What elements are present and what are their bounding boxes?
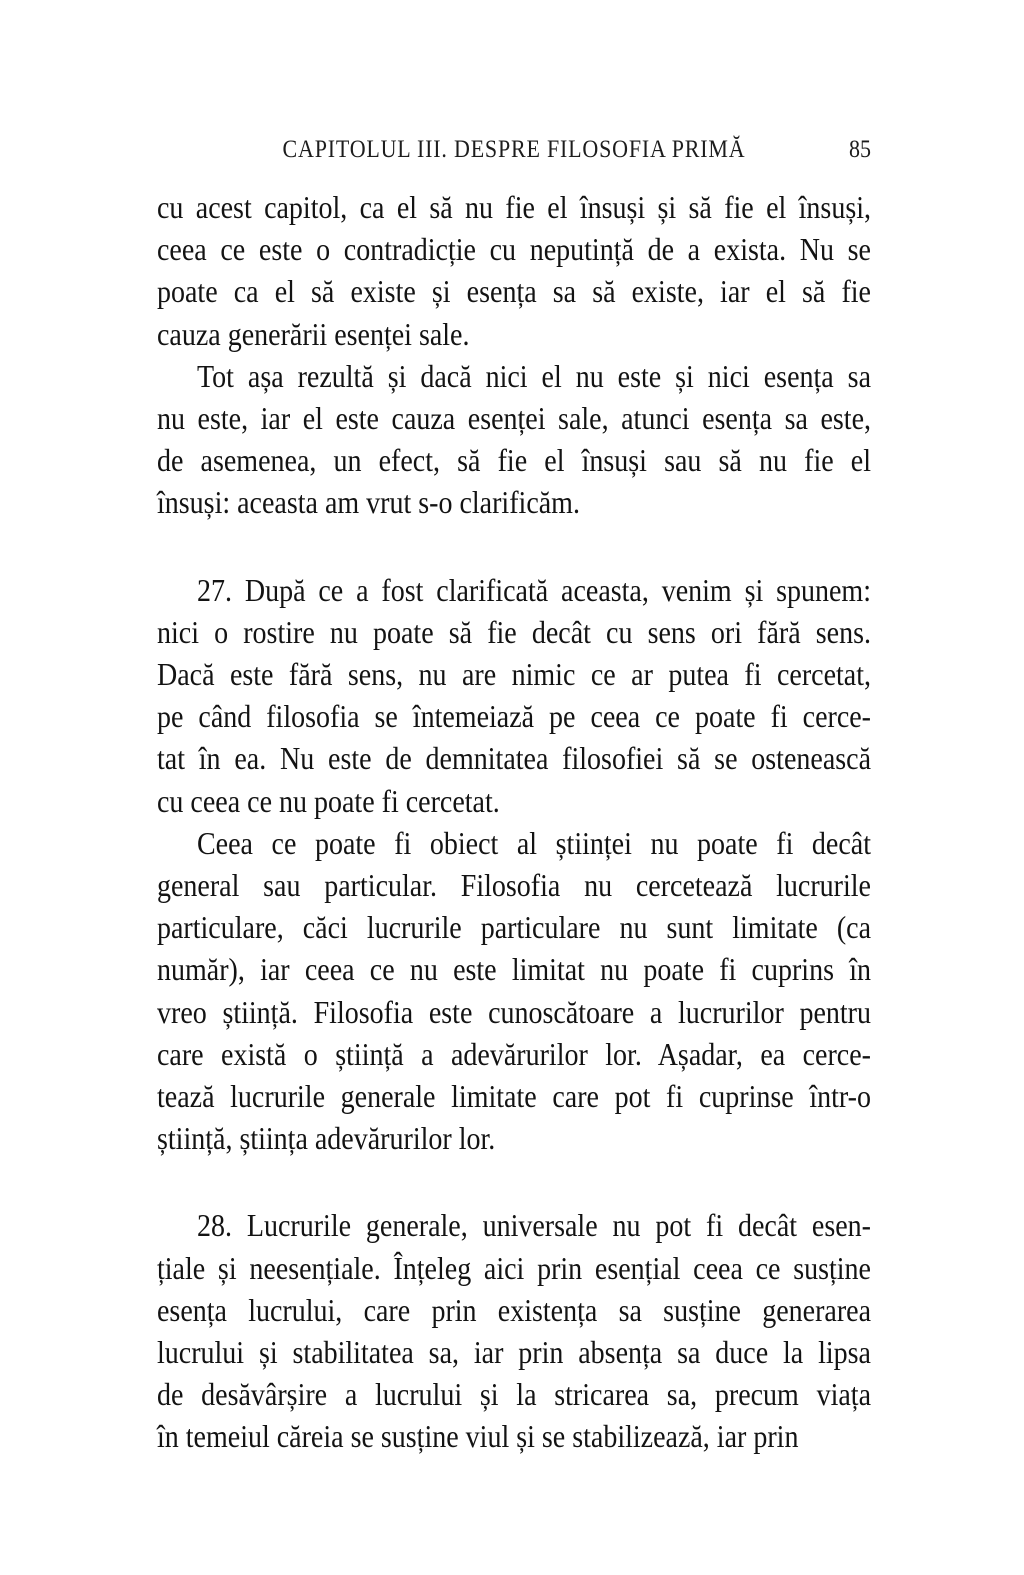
text-line: esența lucrului, care prin existența sa susține generarea xyxy=(157,1293,871,1329)
text-line: 27. După ce a fost clarificată aceasta, venim și spunem: xyxy=(197,573,871,609)
chapter-header-title: CAPITOLUL III. DESPRE FILOSOFIA PRIMĂ xyxy=(282,134,746,163)
paragraph xyxy=(157,571,871,824)
text-line: 28. Lucrurile generale, universale nu pot fi decât esen- xyxy=(197,1209,871,1245)
text-line: de desăvârșire a lucrului și la stricarea sa, precum viața xyxy=(157,1378,871,1414)
text-line: nici o rostire nu poate să fie decât cu sens ori fără sens. xyxy=(157,615,871,651)
paragraph xyxy=(157,357,871,526)
text-line: general sau particular. Filosofia nu cercetează lucrurile xyxy=(157,868,871,904)
page-body xyxy=(157,188,871,1460)
text-line: însuși: aceasta am vrut s-o clarificăm. xyxy=(157,486,580,522)
text-line: cauza generării esenței sale. xyxy=(157,317,470,353)
text-line: nu este, iar el este cauza esenței sale, atunci esența sa este, xyxy=(157,401,871,437)
text-line: număr), iar ceea ce nu este limitat nu poate fi cuprins în xyxy=(157,953,871,989)
text-line: pe când filosofia se întemeiază pe ceea ce poate fi cerce- xyxy=(157,700,871,736)
text-line: cu acest capitol, ca el să nu fie el însuși și să fie el însuși, xyxy=(157,190,871,226)
text-line: tează lucrurile generale limitate care pot fi cuprinse într-o xyxy=(157,1079,871,1115)
text-line: de asemenea, un efect, să fie el însuși sau să nu fie el xyxy=(157,444,871,480)
text-line: cu ceea ce nu poate fi cercetat. xyxy=(157,784,500,820)
text-line: Ceea ce poate fi obiect al științei nu poate fi decât xyxy=(197,826,871,862)
text-line: tat în ea. Nu este de demnitatea filosofiei să se ostenească xyxy=(157,742,871,778)
page-number: 85 xyxy=(849,134,871,163)
text-line: care există o știință a adevărurilor lor. Așadar, ea cerce- xyxy=(157,1037,871,1073)
text-line: în temeiul căreia se susține viul și se stabilizează, iar prin xyxy=(157,1420,799,1456)
text-line: lucrului și stabilitatea sa, iar prin absența sa duce la lipsa xyxy=(157,1335,871,1372)
text-line: Tot așa rezultă și dacă nici el nu este și nici esența sa xyxy=(197,359,871,395)
text-line: particulare, căci lucrurile particulare nu sunt limitate (ca xyxy=(157,911,871,947)
text-line: țiale și neesențiale. Înțeleg aici prin esențial ceea ce susține xyxy=(157,1251,871,1287)
text-line: vreo știință. Filosofia este cunoscătoare a lucrurilor pentru xyxy=(157,995,871,1031)
paragraph xyxy=(157,1206,871,1459)
paragraph xyxy=(157,188,871,357)
text-line: poate ca el să existe și esența sa să existe, iar el să fie xyxy=(157,275,871,311)
text-line: ceea ce este o contradicție cu neputință de a exista. Nu se xyxy=(157,233,871,269)
text-line: Dacă este fără sens, nu are nimic ce ar putea fi cercetat, xyxy=(157,657,871,693)
paragraph xyxy=(157,824,871,1162)
running-header xyxy=(157,134,871,168)
text-line: știință, știința adevărurilor lor. xyxy=(157,1122,496,1158)
